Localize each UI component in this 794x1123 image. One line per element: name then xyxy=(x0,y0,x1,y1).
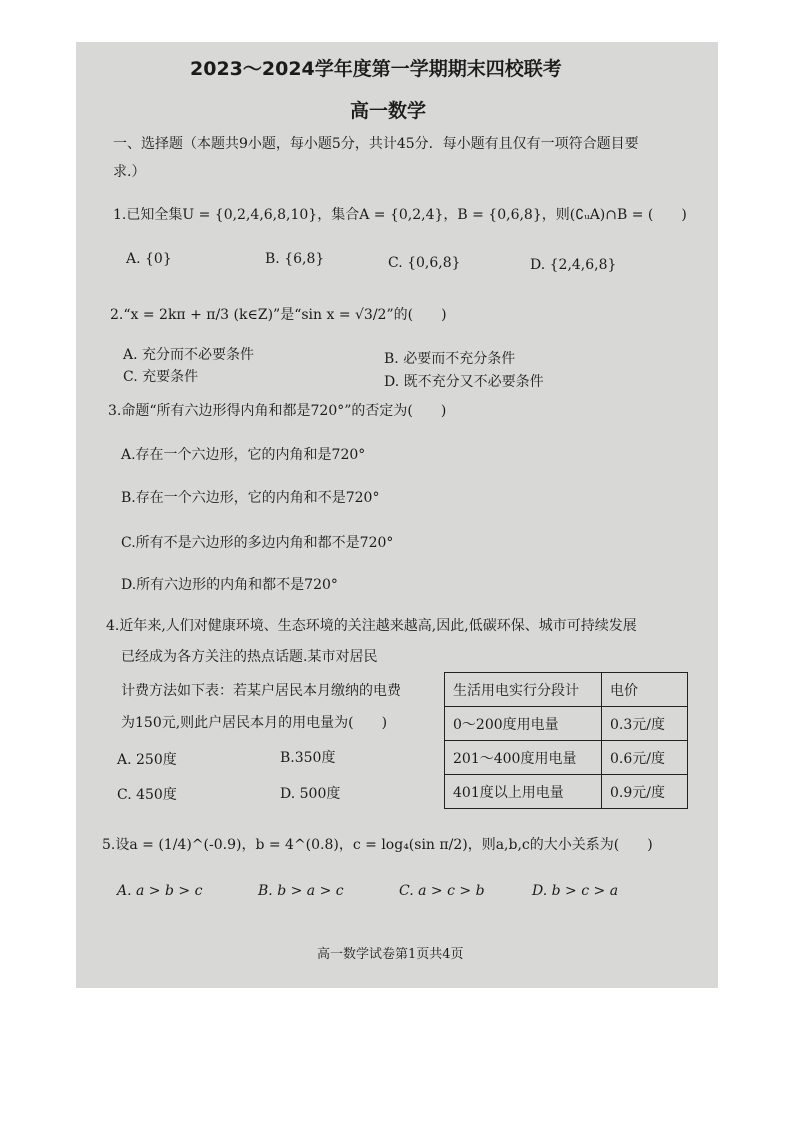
question-3-option-d[interactable]: D.所有六边形的内角和都不是720° xyxy=(121,577,338,593)
question-5-option-c[interactable]: C. a > c > b xyxy=(399,883,485,899)
question-2-stem: 2.“x = 2kπ + π/3 (k∈Z)”是“sin x = √3/2”的( ) xyxy=(110,307,447,323)
table-header-row xyxy=(445,673,688,707)
table-row xyxy=(445,775,688,809)
electricity-fee-table xyxy=(444,672,688,809)
table-cell: 0.3元/度 xyxy=(602,707,688,741)
question-4-option-d[interactable]: D. 500度 xyxy=(280,786,341,802)
exam-subject: 高一数学 xyxy=(350,100,427,122)
table-row xyxy=(445,741,688,775)
table-cell: 0.9元/度 xyxy=(602,775,688,809)
table-cell: 0.6元/度 xyxy=(602,741,688,775)
question-3-option-b[interactable]: B.存在一个六边形，它的内角和不是720° xyxy=(121,490,380,506)
question-3-option-a[interactable]: A.存在一个六边形，它的内角和是720° xyxy=(121,447,366,463)
table-header-cell: 电价 xyxy=(602,673,688,707)
table-cell: 0～200度用电量 xyxy=(445,707,602,741)
question-4-stem-line-2: 已经成为各方关注的热点话题.某市对居民 xyxy=(121,649,378,665)
question-1-stem: 1.已知全集U = {0,2,4,6,8,10}，集合A = {0,2,4}，B = {0,6,8}，则(∁ᵤA)∩B = ( ) xyxy=(113,207,687,223)
exam-title: 2023～2024学年度第一学期期末四校联考 xyxy=(190,58,562,80)
question-5-option-d[interactable]: D. b > c > a xyxy=(532,883,619,899)
section-heading-continued: 求.） xyxy=(113,164,146,180)
table-cell: 401度以上用电量 xyxy=(445,775,602,809)
page-footer: 高一数学试卷第1页共4页 xyxy=(317,947,464,962)
question-1-option-c[interactable]: C. {0,6,8} xyxy=(388,255,461,271)
question-3-option-c[interactable]: C.所有不是六边形的多边内角和都不是720° xyxy=(121,535,394,551)
question-5-option-a[interactable]: A. a > b > c xyxy=(117,883,203,899)
question-2-option-a[interactable]: A. 充分而不必要条件 xyxy=(123,347,255,363)
question-1-option-b[interactable]: B. {6,8} xyxy=(265,251,325,267)
table-header-cell: 生活用电实行分段计 xyxy=(445,673,602,707)
question-1-option-d[interactable]: D. {2,4,6,8} xyxy=(530,257,617,273)
question-5-option-b[interactable]: B. b > a > c xyxy=(258,883,344,899)
section-heading: 一、选择题（本题共9小题，每小题5分，共计45分．每小题有且仅有一项符合题目要 xyxy=(113,136,639,152)
question-4-option-c[interactable]: C. 450度 xyxy=(117,787,177,803)
question-1-option-a[interactable]: A. {0} xyxy=(126,251,172,267)
question-4-option-b[interactable]: B.350度 xyxy=(280,750,336,766)
table-row xyxy=(445,707,688,741)
question-2-option-c[interactable]: C. 充要条件 xyxy=(123,369,199,385)
question-4-option-a[interactable]: A. 250度 xyxy=(117,752,177,768)
question-4-stem-line-1: 4.近年来,人们对健康环境、生态环境的关注越来越高,因此,低碳环保、城市可持续发展 xyxy=(106,618,637,634)
question-4-stem-line-4: 为150元,则此户居民本月的用电量为( ) xyxy=(121,715,388,731)
table-cell: 201～400度用电量 xyxy=(445,741,602,775)
question-3-stem: 3.命题“所有六边形得内角和都是720°”的否定为( ) xyxy=(108,403,447,419)
question-2-option-b[interactable]: B. 必要而不充分条件 xyxy=(384,351,516,367)
question-4-stem-line-3: 计费方法如下表：若某户居民本月缴纳的电费 xyxy=(121,683,401,699)
question-2-option-d[interactable]: D. 既不充分又不必要条件 xyxy=(384,374,544,390)
question-5-stem: 5.设a = (1/4)^(-0.9)，b = 4^(0.8)，c = log₄(sin π/2)，则a,b,c的大小关系为( ) xyxy=(102,837,653,853)
